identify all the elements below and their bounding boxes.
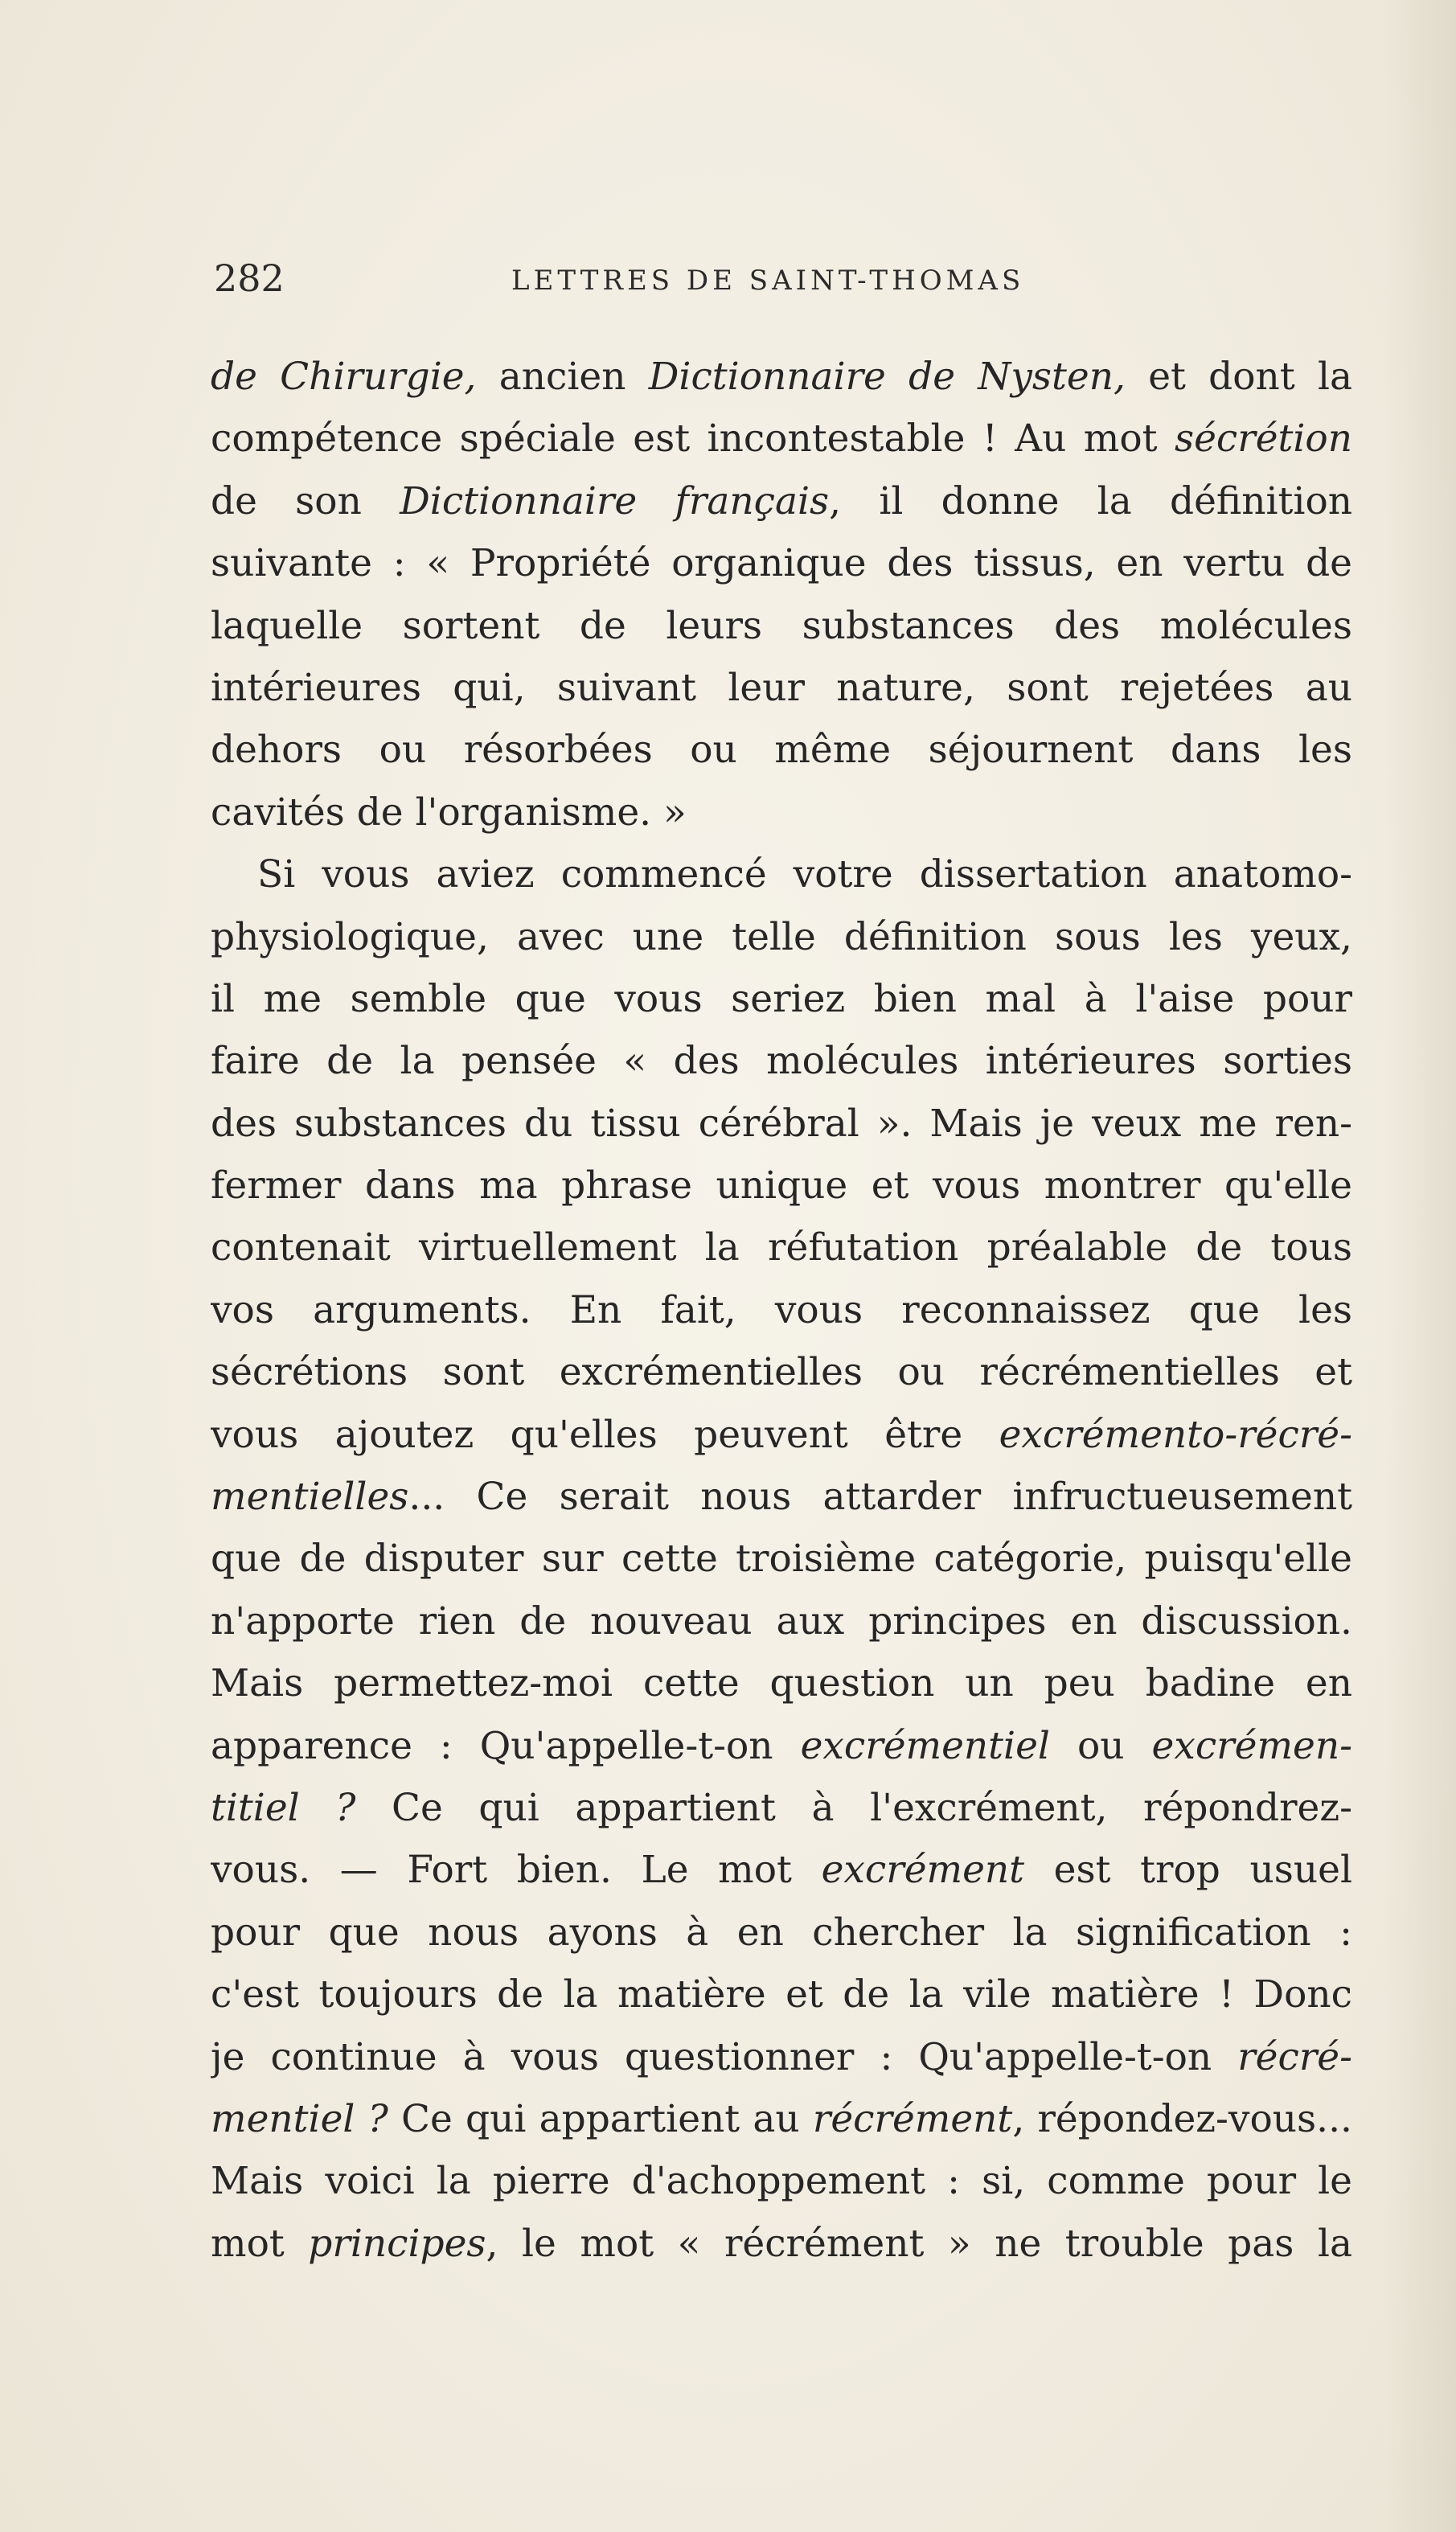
text-line (211, 843, 1352, 905)
text-span: faire de la pensée « des molécules intérieures sorties (211, 1039, 1352, 1084)
italic-text: titiel ? (211, 1785, 356, 1830)
text-span: je continue à vous questionner : Qu'appelle-t-on (211, 2034, 1238, 2079)
italic-text: excrémen- (1151, 1723, 1352, 1768)
text-line (211, 1902, 1352, 1964)
text-span: laquelle sortent de leurs substances des molécules (211, 603, 1352, 648)
text-line (211, 1590, 1352, 1652)
text-span: sécrétions sont excrémentielles ou récrémentielles et (211, 1350, 1352, 1395)
text-line (211, 2026, 1352, 2088)
text-line (211, 1217, 1352, 1278)
italic-text: Dictionnaire français (400, 478, 830, 523)
text-line (211, 1404, 1352, 1466)
text-span: mot (211, 2221, 309, 2266)
text-span: Ce qui appartient au (388, 2096, 813, 2141)
text-line (211, 657, 1352, 719)
text-span: fermer dans ma phrase unique et vous montrer qu'elle (211, 1163, 1352, 1209)
text-span: n'apporte rien de nouveau aux principes en discussion. (211, 1598, 1352, 1644)
italic-text: mentielles (211, 1475, 409, 1520)
page-header (214, 254, 1356, 302)
text-span: pour que nous ayons à en chercher la signification : (211, 1910, 1352, 1955)
text-line (211, 346, 1352, 408)
text-line (211, 1155, 1352, 1217)
text-line (211, 470, 1352, 532)
text-line (211, 532, 1352, 594)
text-span: physiologique, avec une telle définition sous les yeux, (211, 914, 1352, 959)
text-span: et dont la (1125, 355, 1352, 399)
italic-text: excrément (821, 1848, 1025, 1893)
text-span: dehors ou résorbées ou même séjournent dans les (211, 728, 1352, 773)
text-span: intérieures qui, suivant leur nature, sont rejetées au (211, 665, 1352, 710)
text-line (211, 1715, 1352, 1777)
text-span: Mais voici la pierre d'achoppement : si, comme pour le (211, 2159, 1352, 2204)
text-line (211, 1341, 1352, 1403)
page-edge-shadow (1384, 0, 1456, 2532)
text-span: , le mot « récrément » ne trouble pas la (486, 2221, 1352, 2266)
text-line (211, 1093, 1352, 1155)
text-span: ancien (476, 355, 649, 399)
text-span: c'est toujours de la matière et de la vile matière ! Donc (211, 1972, 1352, 2017)
text-span: Ce qui appartient à l'excrément, répondrez- (355, 1785, 1352, 1830)
text-span: suivante : « Propriété organique des tissus, en vertu de (211, 541, 1352, 586)
running-head: LETTRES DE SAINT-THOMAS (511, 265, 1025, 297)
text-line (211, 2150, 1352, 2212)
text-span: est trop usuel (1024, 1848, 1352, 1893)
text-line (211, 1777, 1352, 1839)
text-line (211, 408, 1352, 470)
italic-text: excrémento-récré- (999, 1412, 1352, 1457)
text-span: , répondez-vous... (1012, 2096, 1352, 2141)
text-line (211, 595, 1352, 657)
text-span: , il donne la définition (829, 478, 1352, 523)
page-number: 282 (214, 256, 285, 300)
text-line (211, 1839, 1352, 1901)
text-line (211, 1652, 1352, 1714)
text-line (211, 1030, 1352, 1092)
text-span: Si vous aviez commencé votre dissertation anatomo- (257, 852, 1352, 897)
text-span: des substances du tissu cérébral ». Mais je veux me ren- (211, 1101, 1352, 1146)
text-line (211, 1964, 1352, 2025)
text-line (211, 1528, 1352, 1590)
text-span: vous ajoutez qu'elles peuvent être (211, 1412, 999, 1457)
text-span: apparence : Qu'appelle-t-on (211, 1723, 801, 1768)
italic-text: sécrétion (1174, 417, 1352, 462)
italic-text: Dictionnaire de Nysten, (648, 355, 1126, 399)
text-line (211, 719, 1352, 781)
text-span: il me semble que vous seriez bien mal à l'aise pour (211, 976, 1352, 1021)
italic-text: récré- (1237, 2034, 1352, 2079)
text-span: ... Ce serait nous attarder infructueusement (408, 1475, 1352, 1520)
italic-text: excrémentiel (800, 1723, 1050, 1768)
text-line (211, 906, 1352, 968)
body-text (211, 346, 1352, 2275)
text-span: que de disputer sur cette troisième catégorie, puisqu'elle (211, 1537, 1352, 1582)
italic-text: récrément (812, 2096, 1013, 2141)
text-span: Mais permettez-moi cette question un peu badine en (211, 1661, 1352, 1706)
text-span: compétence spéciale est incontestable ! Au mot (211, 417, 1175, 462)
italic-text: principes (308, 2221, 486, 2266)
text-span: vos arguments. En fait, vous reconnaissez que les (211, 1287, 1352, 1332)
text-line (211, 968, 1352, 1030)
text-line (211, 2213, 1352, 2275)
text-line (211, 1466, 1352, 1528)
text-span: ou (1049, 1723, 1152, 1768)
text-line (211, 2088, 1352, 2150)
text-line (211, 782, 1352, 843)
text-span: contenait virtuellement la réfutation préalable de tous (211, 1225, 1352, 1270)
text-span: de son (211, 478, 400, 523)
italic-text: de Chirurgie, (211, 355, 477, 399)
text-span: cavités de l'organisme. » (211, 790, 687, 835)
text-line (211, 1279, 1352, 1341)
text-span: vous. — Fort bien. Le mot (211, 1848, 822, 1893)
italic-text: mentiel ? (211, 2096, 388, 2141)
